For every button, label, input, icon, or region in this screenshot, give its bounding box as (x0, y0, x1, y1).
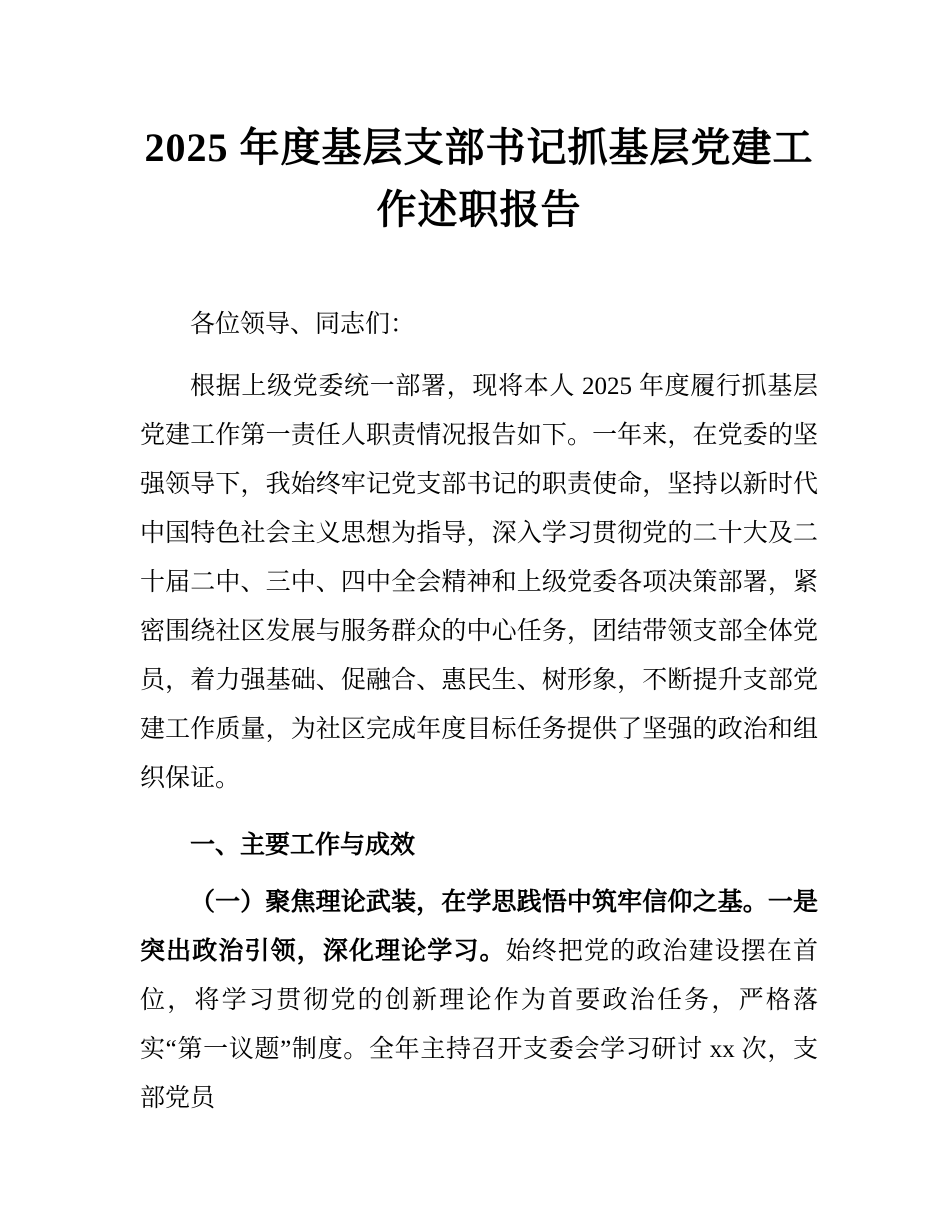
document-title: 2025 年度基层支部书记抓基层党建工作述职报告 (144, 125, 814, 232)
subsection-1-bold-lead: （一）聚焦理论武装，在学思践悟中筑牢信仰之基。一是突出政治引领，深化理论学习。 (140, 888, 818, 965)
salutation-line: 各位领导、同志们： (190, 311, 416, 338)
intro-paragraph: 根据上级党委统一部署，现将本人 2025 年度履行抓基层党建工作第一责任人职责情况报告如下。一年来，在党委的坚强领导下，我始终牢记党支部书记的职责使命，坚持以新时代中国特色社会主义思想为指导，深入学习贯彻党的二十大及二十届二中、三中、四中全会精神和上级党委各项决策部署，紧密围绕社区发展与服务群众的中心任务，团结带领支部全体党员，着力强基础、促融合、惠民生、树形象，不断提升支部党建工作质量，为社区完成年度目标任务提供了坚强的政治和组织保证。 (140, 373, 818, 792)
subsection-1-paragraph (140, 878, 818, 1123)
section-1-heading: 一、主要工作与成效 (190, 831, 416, 859)
subsection-1-body-text: 始终把党的政治建设摆在首位，将学习贯彻党的创新理论作为首要政治任务，严格落实“第一议题”制度。全年主持召开支委会学习研讨 xx 次，支部党员 (140, 938, 818, 1112)
